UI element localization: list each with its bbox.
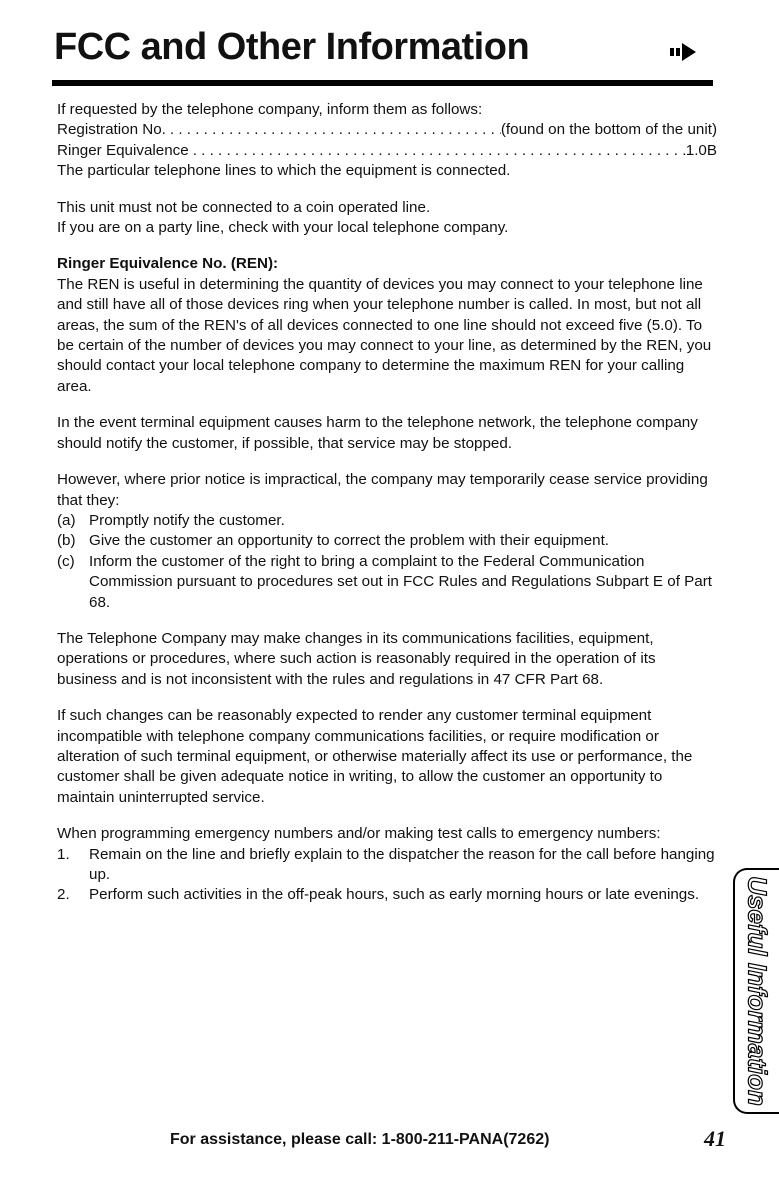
page-title: FCC and Other Information bbox=[54, 26, 530, 68]
list-item bbox=[57, 885, 717, 905]
page-number: 41 bbox=[704, 1126, 726, 1151]
dot-leader bbox=[166, 120, 501, 140]
emergency-intro: When programming emergency numbers and/or making test calls to emergency numbers: bbox=[57, 825, 661, 843]
list-text: Remain on the line and briefly explain to the dispatcher the reason for the call before hanging up. bbox=[89, 845, 715, 883]
changes-paragraph: The Telephone Company may make changes in its communications facilities, equipment, operations or procedures, where such action is reasonably required in the operation of its business and is not inconsistent with the rules and regulations in 47 CFR Part 68. bbox=[57, 629, 656, 688]
party-line: If you are on a party line, check with your local telephone company. bbox=[57, 219, 509, 237]
list-item bbox=[57, 531, 717, 551]
incompatible-paragraph: If such changes can be reasonably expected to render any customer terminal equipment incompatible with telephone company communications facilities, or require modification or alteration of such terminal equipment, or otherwise materially affect its use or performance, the customer shall be given adequate notice in writing, to allow the customer an opportunity to maintain uninterrupted service. bbox=[57, 707, 693, 806]
list-item bbox=[57, 845, 717, 886]
list-text: Perform such activities in the off-peak hours, such as early morning hours or late evenings. bbox=[89, 886, 700, 904]
title-divider bbox=[52, 80, 713, 86]
list-item bbox=[57, 552, 717, 613]
list-item bbox=[57, 511, 717, 531]
notice-intro: However, where prior notice is impractical, the company may temporarily cease service providing that they: bbox=[57, 471, 708, 509]
ringer-value: 1.0B bbox=[685, 141, 717, 159]
harm-paragraph: In the event terminal equipment causes harm to the telephone network, the telephone company should notify the customer, if possible, that service may be stopped. bbox=[57, 414, 698, 452]
list-marker: (c) bbox=[57, 552, 75, 570]
coin-line: This unit must not be connected to a coin operated line. bbox=[57, 198, 431, 216]
fcc-content bbox=[57, 100, 717, 906]
ren-paragraph: The REN is useful in determining the quantity of devices you may connect to your telephone line and still have all of those devices ring when your telephone number is called. In most, but not all areas, the sum of the REN's of all devices connected to one line should not exceed five (5.0). To be certain of the number of devices you may connect to your line, as determined by the REN, you should contact your local telephone company to determine the maximum REN for your calling area. bbox=[57, 275, 712, 395]
list-marker: (a) bbox=[57, 511, 76, 529]
arrow-right-icon bbox=[670, 40, 698, 64]
ren-heading: Ringer Equivalence No. (REN): bbox=[57, 255, 279, 273]
list-text: Inform the customer of the right to bring a complaint to the Federal Communication Commission pursuant to procedures set out in FCC Rules and Regulations Subpart E of Part 68. bbox=[89, 552, 712, 611]
intro-lines-text: The particular telephone lines to which the equipment is connected. bbox=[57, 162, 511, 180]
section-tab-label: Useful Information bbox=[742, 876, 773, 1106]
assistance-footer: For assistance, please call: 1-800-211-PANA(7262) bbox=[170, 1131, 550, 1148]
ringer-row bbox=[57, 141, 717, 161]
registration-label: Registration No. bbox=[57, 121, 166, 139]
list-marker: (b) bbox=[57, 532, 76, 550]
section-tab bbox=[733, 868, 779, 1114]
ringer-label: Ringer Equivalence bbox=[57, 141, 189, 159]
list-text: Give the customer an opportunity to correct the problem with their equipment. bbox=[89, 532, 610, 550]
list-marker: 2. bbox=[57, 886, 70, 904]
dot-leader bbox=[189, 141, 686, 161]
list-marker: 1. bbox=[57, 845, 70, 863]
registration-row bbox=[57, 120, 717, 140]
list-text: Promptly notify the customer. bbox=[89, 511, 285, 529]
registration-value: (found on the bottom of the unit) bbox=[500, 121, 717, 139]
intro-line: If requested by the telephone company, inform them as follows: bbox=[57, 101, 483, 118]
